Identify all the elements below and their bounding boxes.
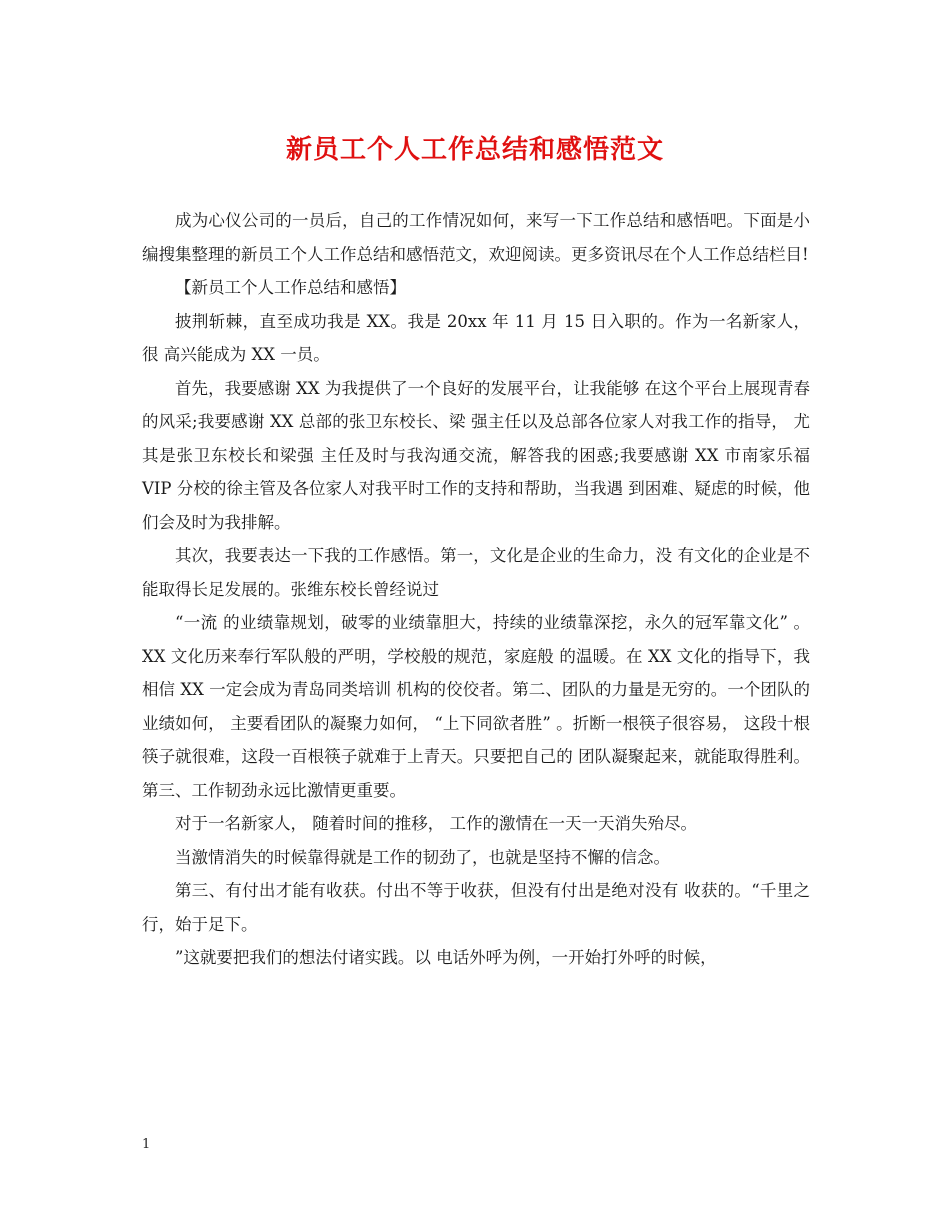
paragraph-thanks: 首先，我要感谢 XX 为我提供了一个良好的发展平台，让我能够 在这个平台上展现青春的风采;我要感谢 XX 总部的张卫东校长、梁 强主任以及总部各位家人对我工作的指导， 尤其是张卫东校长和梁强 主任及时与我沟通交流，解答我的困惑;我要感谢 XX 市南家乐福 VIP 分校的徐主管及各位家人对我平时工作的支持和帮助，当我遇 到困难、疑虑的时候，他们会及时为我排解。 — [142, 378, 810, 532]
paragraph-section-heading: 【新员工个人工作总结和感悟】 — [175, 278, 406, 297]
paragraph-culture-team: “一流 的业绩靠规划，破零的业绩靠胆大，持续的业绩靠深挖，永久的冠军靠文化” 。XX 文化历来奉行军队般的严明，学校般的规范，家庭般 的温暖。在 XX 文化的指导下，我相信 XX 一定会成为青岛同类培训 机构的佼佼者。第二、团队的力量是无穷的。一个团队的业绩如何， 主要看团队的凝聚力如何， “上下同欲者胜” 。折断一根筷子很容易， 这段十根筷子就很难，这段一百根筷子就难于上青天。只要把自己的 团队凝聚起来，就能取得胜利。第三、工作韧劲永远比激情更重要。 — [142, 613, 810, 800]
paragraph-passion-fading: 对于一名新家人， 随着时间的推移， 工作的激情在一天一天消失殆尽。 — [175, 814, 697, 833]
paragraph-intro: 成为心仪公司的一员后，自己的工作情况如何，来写一下工作总结和感悟吧。下面是小编搜集整理的新员工个人工作总结和感悟范文，欢迎阅读。更多资讯尽在个人工作总结栏目! — [142, 211, 810, 264]
paragraph-effort-reward: 第三、有付出才能有收获。付出不等于收获，但没有付出是绝对没有 收获的。“千里之行，始于足下。 — [142, 881, 810, 934]
paragraph-practice: ”这就要把我们的想法付诸实践。以 电话外呼为例，一开始打外呼的时候， — [175, 948, 717, 967]
document-title: 新员工个人工作总结和感悟范文 — [285, 135, 664, 165]
paragraph-insights-intro: 其次，我要表达一下我的工作感悟。第一，文化是企业的生命力，没 有文化的企业是不能取得长足发展的。张维东校长曾经说过 — [142, 546, 810, 599]
document-body — [142, 204, 810, 975]
paragraph-self-intro: 披荆斩棘，直至成功我是 XX。我是 20xx 年 11 月 15 日入职的。作为一名新家人，很 高兴能成为 XX 一员。 — [142, 311, 810, 364]
paragraph-perseverance: 当激情消失的时候靠得就是工作的韧劲了，也就是坚持不懈的信念。 — [175, 847, 670, 867]
page-number: 1 — [142, 1137, 151, 1152]
